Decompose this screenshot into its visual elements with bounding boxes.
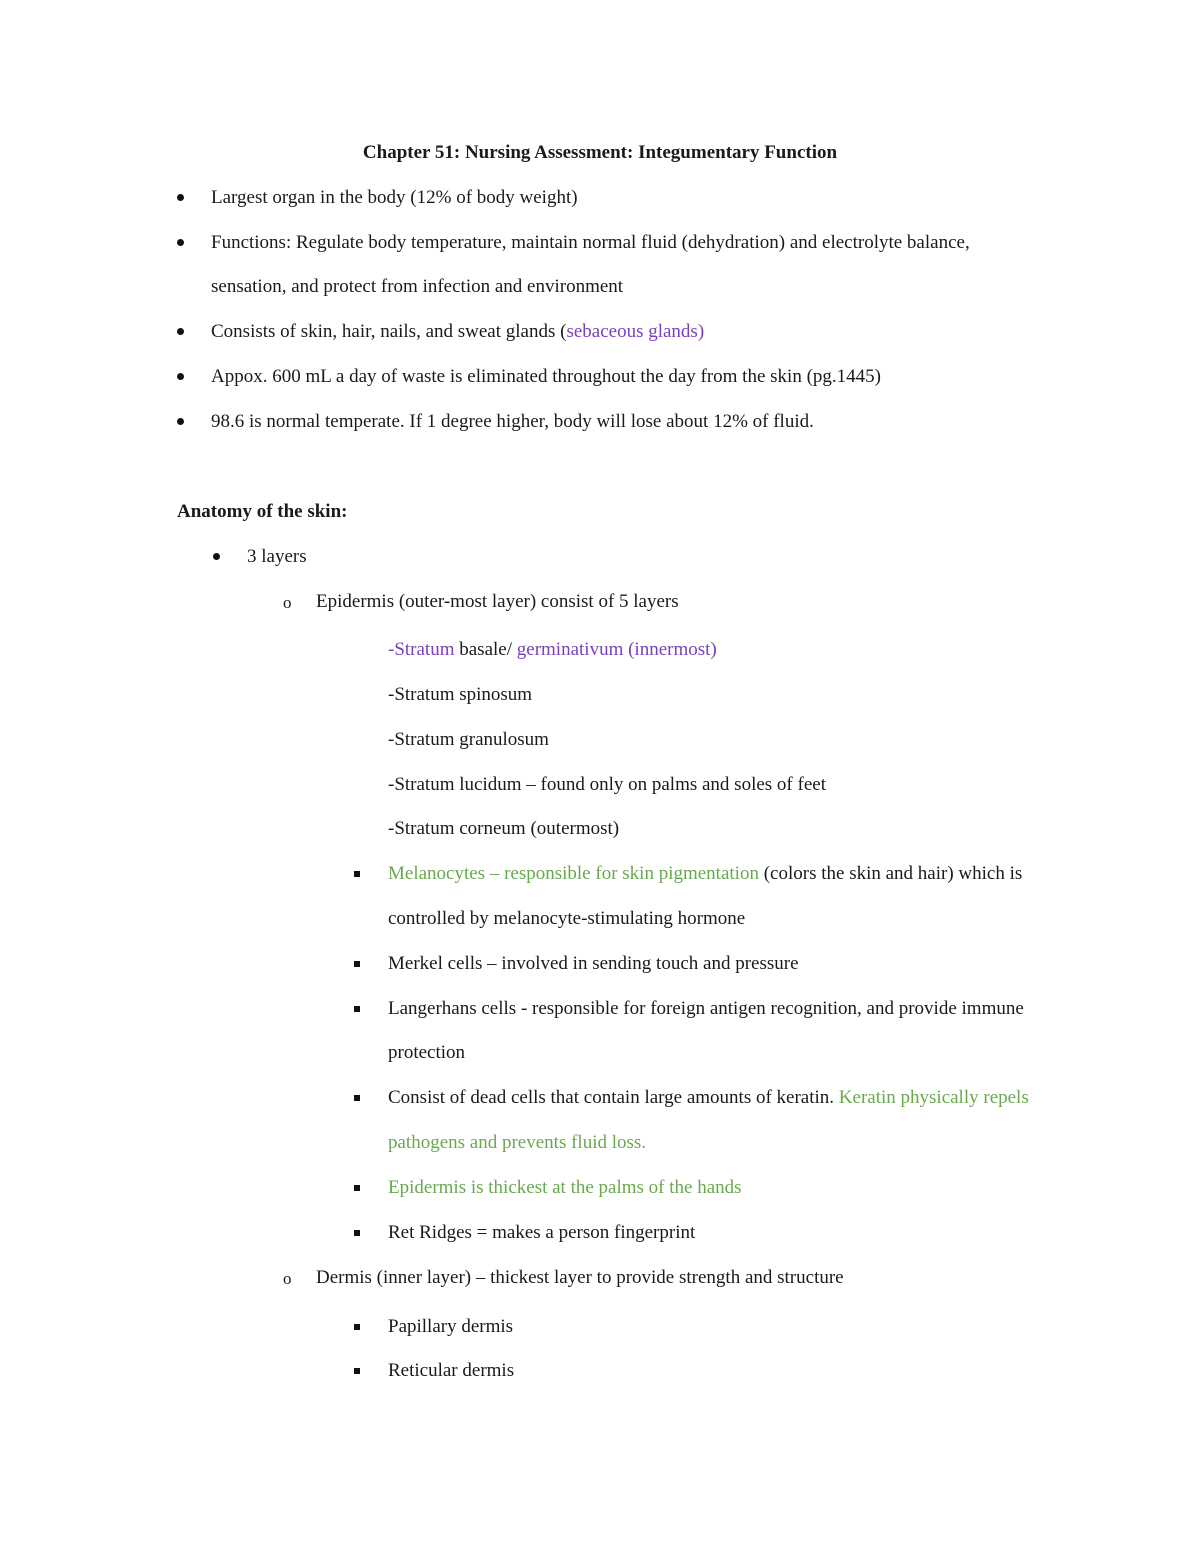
square-bullet [354,1368,360,1374]
epidermis-thickest: Epidermis is thickest at the palms of the hands [388,1177,742,1198]
square-bullet [354,1324,360,1330]
square-bullet [354,961,360,967]
square-bullet [354,1230,360,1236]
dermis-item: Dermis (inner layer) – thickest layer to provide strength and structure [316,1267,844,1288]
intro-bullet-2-line-1: Functions: Regulate body temperature, maintain normal fluid (dehydration) and electrolyte balance, [211,232,970,253]
papillary-dermis: Papillary dermis [388,1316,514,1337]
reticular-dermis: Reticular dermis [388,1360,515,1381]
stratum-spinosum: -Stratum spinosum [388,684,533,705]
stratum-basale: -Stratum basale/ germinativum (innermost) [388,639,717,660]
highlight-purple: sebaceous glands) [566,321,705,342]
melanocytes-line-1: Melanocytes – responsible for skin pigmentation (colors the skin and hair) which is [388,863,1023,884]
page-title: Chapter 51: Nursing Assessment: Integumentary Function [362,142,838,163]
langerhans-line-2: protection [388,1042,466,1063]
stratum-lucidum: -Stratum lucidum – found only on palms and soles of feet [388,774,826,795]
intro-bullet-1: Largest organ in the body (12% of body weight) [211,187,578,208]
intro-bullet-5: 98.6 is normal temperate. If 1 degree higher, body will lose about 12% of fluid. [211,411,814,432]
keratin-line-2: pathogens and prevents fluid loss. [388,1132,647,1153]
melanocytes-line-2: controlled by melanocyte-stimulating hormone [388,908,746,929]
square-bullet [354,871,360,877]
square-bullet [354,1185,360,1191]
sub-bullet-marker: o [283,593,292,612]
bullet-dot [177,373,184,380]
bullet-dot [177,239,184,246]
sub-bullet-marker: o [283,1269,292,1288]
square-bullet [354,1095,360,1101]
epidermis-item: Epidermis (outer-most layer) consist of 5 layers [316,591,679,612]
layers-bullet: 3 layers [247,546,307,567]
bullet-dot [177,194,184,201]
stratum-granulosum: -Stratum granulosum [388,729,549,750]
keratin-line-1: Consist of dead cells that contain large amounts of keratin. Keratin physically repels [388,1087,1029,1108]
intro-bullet-2-line-2: sensation, and protect from infection and environment [211,276,624,297]
section-heading: Anatomy of the skin: [177,501,348,522]
square-bullet [354,1006,360,1012]
ret-ridges: Ret Ridges = makes a person fingerprint [388,1222,696,1243]
bullet-dot [177,418,184,425]
intro-bullet-3: Consists of skin, hair, nails, and sweat glands (sebaceous glands) [211,321,705,342]
merkel-cells: Merkel cells – involved in sending touch and pressure [388,953,799,974]
bullet-dot [213,553,220,560]
stratum-corneum: -Stratum corneum (outermost) [388,818,620,839]
intro-bullet-4: Appox. 600 mL a day of waste is eliminated throughout the day from the skin (pg.1445) [211,366,881,387]
langerhans-line-1: Langerhans cells - responsible for foreign antigen recognition, and provide immune [388,998,1024,1019]
bullet-dot [177,328,184,335]
